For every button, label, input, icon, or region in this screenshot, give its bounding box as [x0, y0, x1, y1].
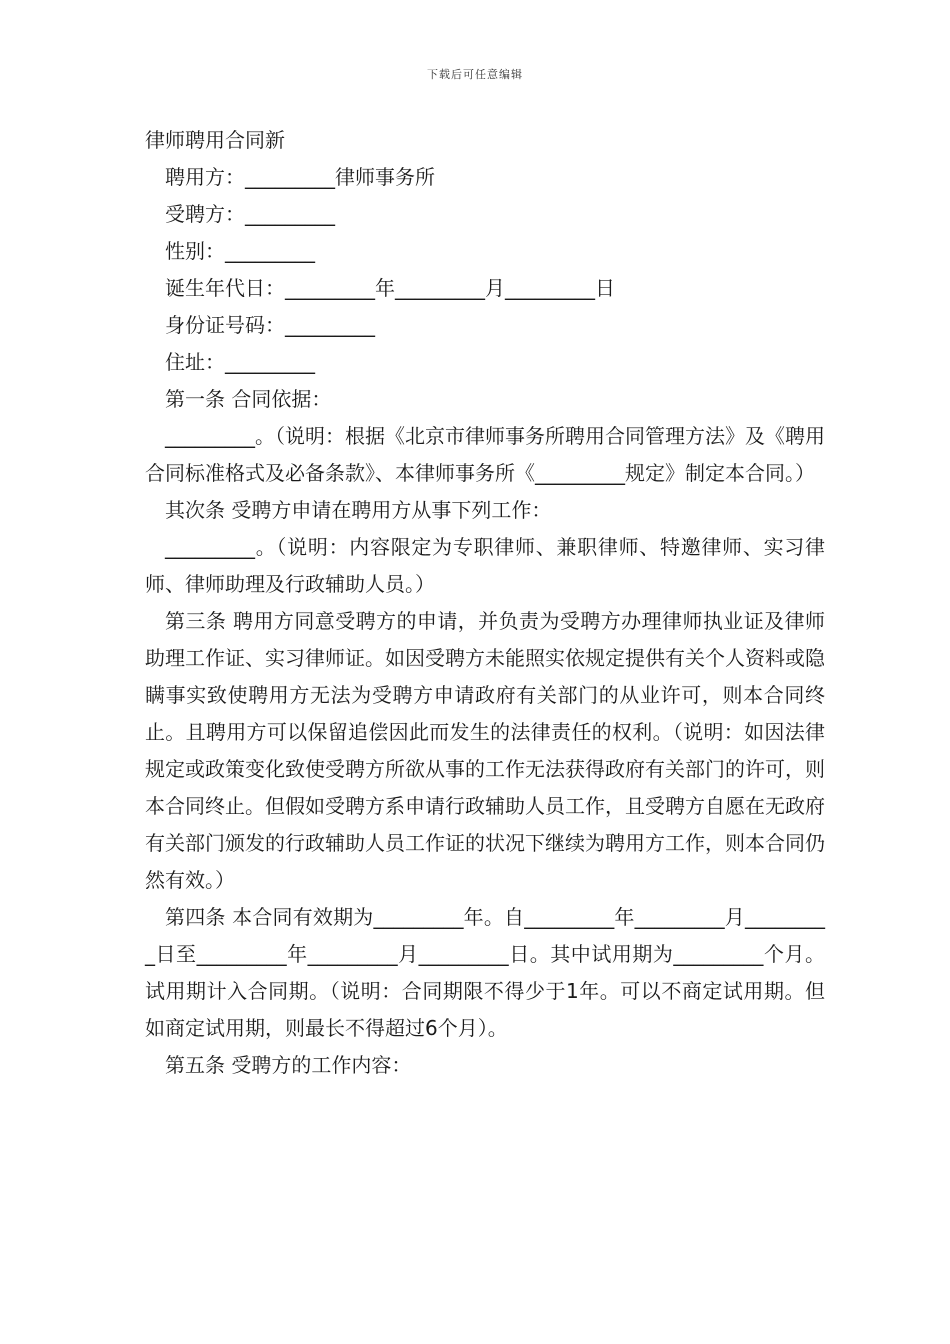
birth-line: 诞生年代日：_________年_________月_________日: [165, 276, 615, 300]
article-4-body: 第四条 本合同有效期为_________年。自_________年_________月_________日至_________年_________月_________日。其中试用期为_________个月。试用期计入合同期。（说明：合同期限不得少于1年。可以不商定试用期。但如商定试用期，则最长不得超过6个月）。: [145, 905, 825, 1040]
document-body: [145, 122, 825, 1084]
article-1-title: 第一条 合同依据：: [165, 387, 332, 411]
document-title: 律师聘用合同新: [145, 128, 285, 152]
article-1-body: _________。（说明：根据《北京市律师事务所聘用合同管理方法》及《聘用合同标准格式及必备条款》、本律师事务所《_________规定》制定本合同。）: [145, 424, 825, 485]
id-number-line: 身份证号码：_________: [165, 313, 375, 337]
employer-line: 聘用方：_________律师事务所: [165, 165, 435, 189]
article-3-body: 第三条 聘用方同意受聘方的申请，并负责为受聘方办理律师执业证及律师助理工作证、实习律师证。如因受聘方未能照实依规定提供有关个人资料或隐瞒事实致使聘用方无法为受聘方申请政府有关部门的从业许可，则本合同终止。且聘用方可以保留追偿因此而发生的法律责任的权利。（说明：如因法律规定或政策变化致使受聘方所欲从事的工作无法获得政府有关部门的许可，则本合同终止。但假如受聘方系申请行政辅助人员工作，且受聘方自愿在无政府有关部门颁发的行政辅助人员工作证的状况下继续为聘用方工作，则本合同仍然有效。）: [145, 609, 825, 892]
article-2-title: 其次条 受聘方申请在聘用方从事下列工作：: [165, 498, 552, 522]
address-line: 住址：_________: [165, 350, 315, 374]
article-5-title: 第五条 受聘方的工作内容：: [165, 1053, 412, 1077]
employee-line: 受聘方：_________: [165, 202, 335, 226]
gender-line: 性别：_________: [165, 239, 315, 263]
article-2-body: _________。（说明：内容限定为专职律师、兼职律师、特邀律师、实习律师、律师助理及行政辅助人员。）: [145, 535, 825, 596]
header-note: 下载后可任意编辑: [427, 68, 523, 81]
